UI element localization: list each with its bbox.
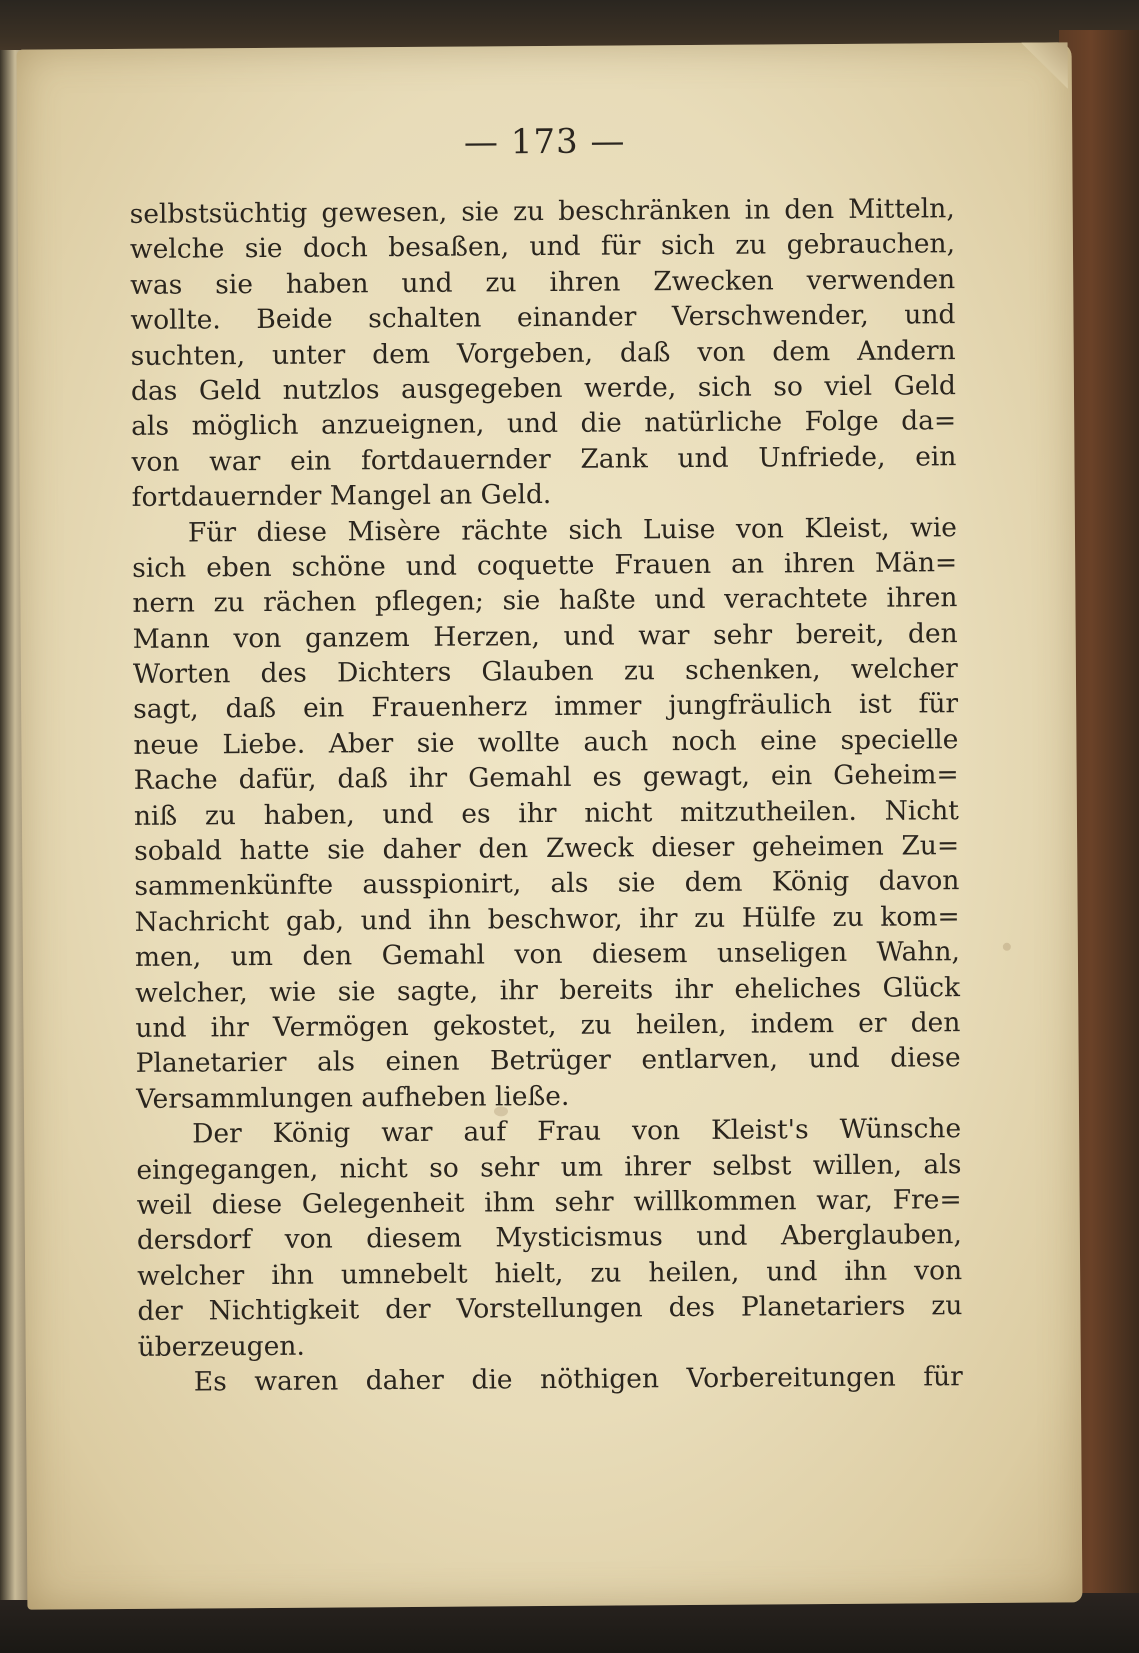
dog-ear-corner <box>1022 42 1068 88</box>
text-line: Nachricht gab, und ihn beschwor, ihr zu Hülfe zu kom= <box>134 900 960 938</box>
text-line: wollte. Beide schalten einander Verschwender, und <box>130 299 956 337</box>
text-line: niß zu haben, und es ihr nicht mitzutheilen. Nicht <box>133 794 960 832</box>
text-line: men, um den Gemahl von diesem unseligen Wahn, <box>134 936 960 974</box>
text-line: was sie haben und zu ihren Zwecken verwenden <box>130 263 956 301</box>
book-page <box>17 42 1083 1609</box>
text-line: weil diese Gelegenheit ihm sehr willkommen war, Fre= <box>136 1184 962 1221</box>
text-line: das Geld nutzlos ausgegeben werde, sich so viel Geld <box>130 370 957 407</box>
text-line: suchten, unter dem Vorgeben, daß von dem Andern <box>130 334 956 372</box>
text-line: selbstsüchtig gewesen, sie zu beschränken in den Mitteln, <box>129 193 955 230</box>
text-line: Versammlungen aufheben ließe. <box>135 1080 570 1115</box>
text-line: sich eben schöne und coquette Frauen an ihren Män= <box>132 547 958 584</box>
text-line: Worten des Dichters Glauben zu schenken, welcher <box>132 653 959 690</box>
text-line: Es waren daher die nöthigen Vorbereitungen für <box>193 1361 963 1398</box>
text-line: fortdauernder Mangel an Geld. <box>131 479 552 514</box>
text-line: Der König war auf Frau von Kleist's Wünsche <box>192 1113 962 1150</box>
text-line: als möglich anzueignen, und die natürliche Folge da= <box>131 405 957 443</box>
text-line: welcher, wie sie sagte, ihr bereits ihr eheliches Glück <box>135 971 961 1009</box>
text-line: eingegangen, nicht so sehr um ihrer selbst willen, als <box>136 1148 962 1186</box>
text-line: der Nichtigkeit der Vorstellungen des Planetariers zu <box>137 1290 963 1327</box>
text-line: Planetarier als einen Betrüger entlarven, und diese <box>135 1042 961 1080</box>
text-line: dersdorf von diesem Mysticismus und Aberglauben, <box>136 1219 962 1257</box>
text-line: Mann von ganzem Herzen, und war sehr bereit, den <box>132 617 958 655</box>
text-line: welcher ihn umnebelt hielt, zu heilen, und ihn von <box>137 1254 963 1292</box>
text-line: sammenkünfte ausspionirt, als sie dem König davon <box>134 865 960 903</box>
page-number: — 173 — <box>463 121 626 163</box>
stain-mark <box>1003 943 1011 951</box>
text-line: welche sie doch besaßen, und für sich zu gebrauchen, <box>129 228 956 266</box>
text-line: von war ein fortdauernder Zank und Unfriede, ein <box>131 440 957 478</box>
text-line: überzeugen. <box>137 1330 305 1363</box>
text-line: sagt, daß ein Frauenherz immer jungfräulich ist für <box>133 688 959 726</box>
text-line: Für diese Misère rächte sich Luise von Kleist, wie <box>187 511 958 549</box>
text-line: sobald hatte sie daher den Zweck dieser geheimen Zu= <box>134 830 960 867</box>
body-text <box>130 191 963 1400</box>
text-line: nern zu rächen pflegen; sie haßte und verachtete ihren <box>132 582 958 620</box>
text-line: Rache dafür, daß ihr Gemahl es gewagt, ein Geheim= <box>133 759 959 797</box>
text-line: neue Liebe. Aber sie wollte auch noch eine specielle <box>133 724 959 761</box>
text-line: und ihr Vermögen gekostet, zu heilen, indem er den <box>135 1007 961 1044</box>
